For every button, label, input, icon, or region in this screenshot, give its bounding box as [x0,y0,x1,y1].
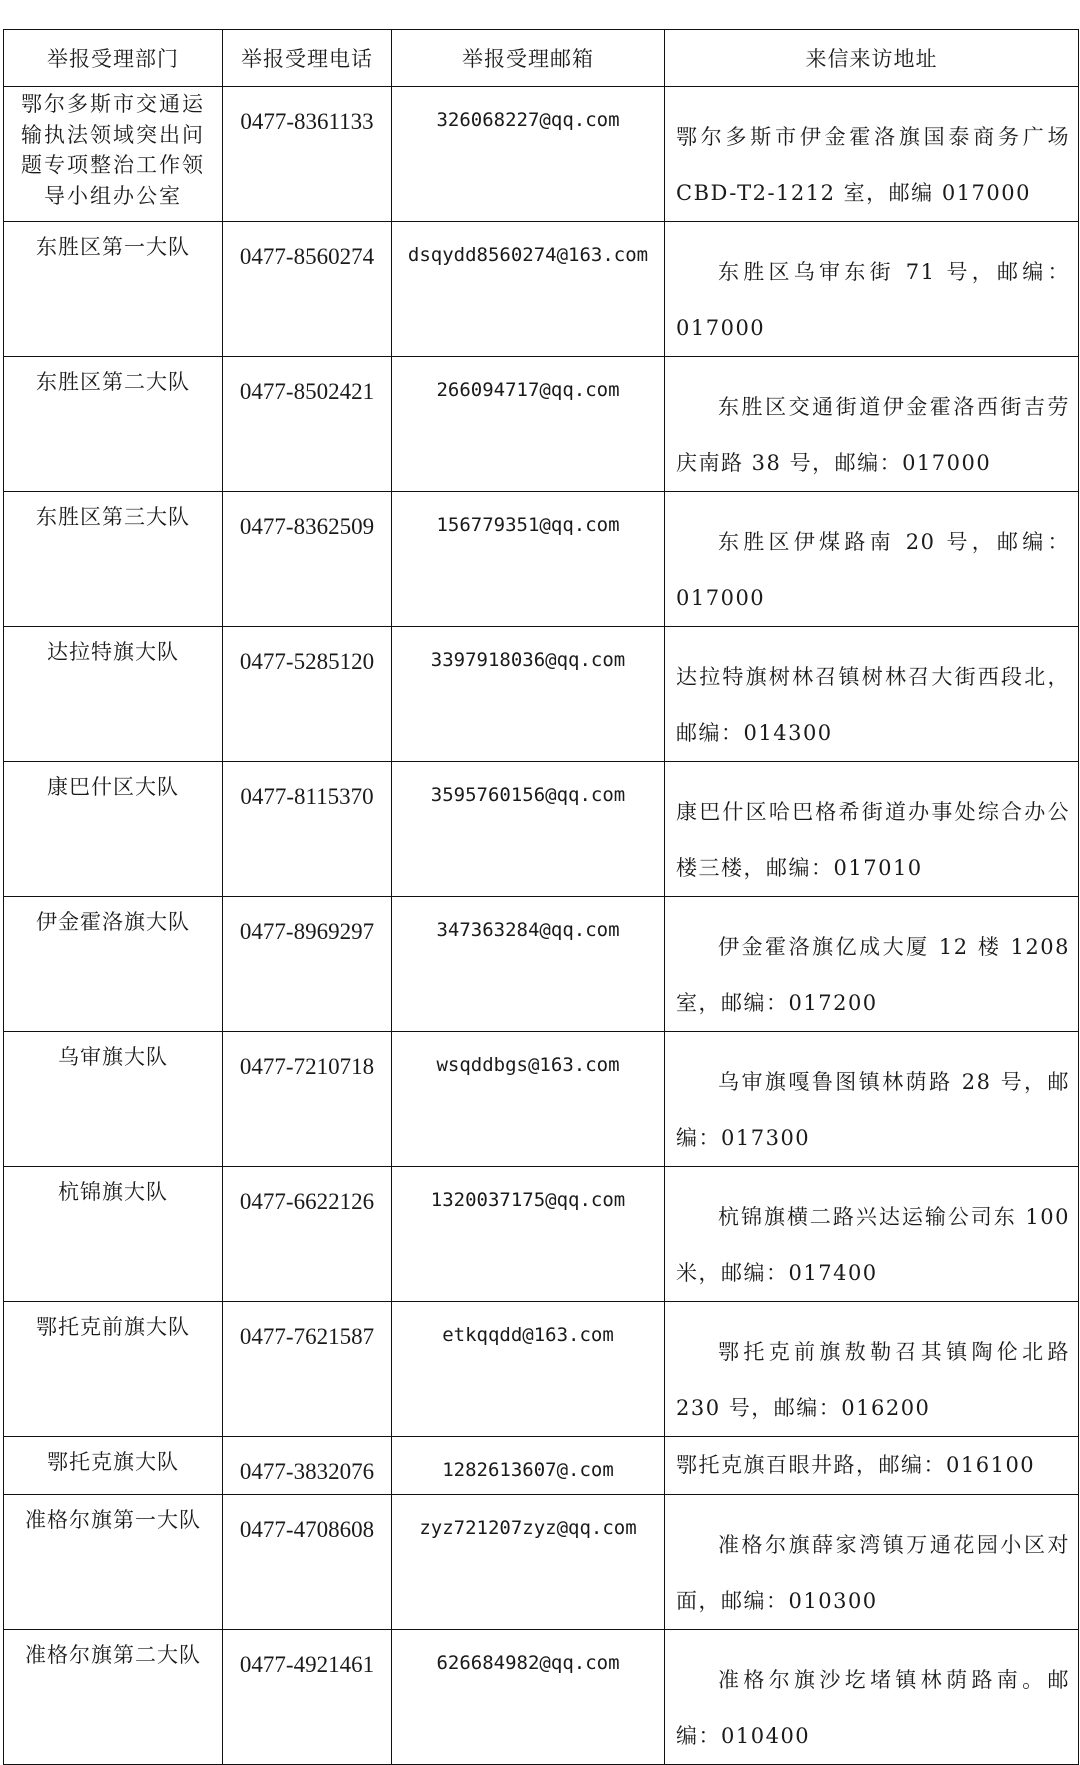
phone-cell: 0477-8362509 [223,492,392,627]
table-row [4,1437,1079,1495]
email-cell: 326068227@qq.com [392,87,665,222]
phone-cell: 0477-8502421 [223,357,392,492]
phone-cell: 0477-5285120 [223,627,392,762]
header-phone: 举报受理电话 [223,30,392,87]
table-row [4,1495,1079,1630]
email-cell: 1320037175@qq.com [392,1167,665,1302]
address-cell: 准格尔旗沙圪堵镇林荫路南。邮编：010400 [665,1630,1079,1765]
table-row [4,897,1079,1032]
department-cell: 达拉特旗大队 [4,627,223,762]
header-email: 举报受理邮箱 [392,30,665,87]
address-cell: 东胜区交通街道伊金霍洛西街吉劳庆南路 38 号，邮编：017000 [665,357,1079,492]
department-cell: 准格尔旗第二大队 [4,1630,223,1765]
address-cell: 杭锦旗横二路兴达运输公司东 100 米，邮编：017400 [665,1167,1079,1302]
department-cell: 东胜区第三大队 [4,492,223,627]
address-cell: 康巴什区哈巴格希街道办事处综合办公楼三楼，邮编：017010 [665,762,1079,897]
address-cell: 东胜区乌审东街 71 号，邮编：017000 [665,222,1079,357]
address-cell: 鄂托克旗百眼井路，邮编：016100 [665,1437,1079,1495]
department-cell: 东胜区第一大队 [4,222,223,357]
table-row [4,762,1079,897]
phone-cell: 0477-8969297 [223,897,392,1032]
table-row [4,627,1079,762]
address-cell: 鄂尔多斯市伊金霍洛旗国泰商务广场CBD-T2-1212 室，邮编 017000 [665,87,1079,222]
phone-cell: 0477-8115370 [223,762,392,897]
phone-cell: 0477-4921461 [223,1630,392,1765]
phone-cell: 0477-8560274 [223,222,392,357]
phone-cell: 0477-7621587 [223,1302,392,1437]
email-cell: 626684982@qq.com [392,1630,665,1765]
phone-cell: 0477-8361133 [223,87,392,222]
department-cell: 准格尔旗第一大队 [4,1495,223,1630]
email-cell: 156779351@qq.com [392,492,665,627]
table-row [4,1630,1079,1765]
table-row [4,1032,1079,1167]
address-cell: 伊金霍洛旗亿成大厦 12 楼 1208 室，邮编：017200 [665,897,1079,1032]
table-row [4,492,1079,627]
department-cell: 鄂托克旗大队 [4,1437,223,1495]
email-cell: zyz721207zyz@qq.com [392,1495,665,1630]
phone-cell: 0477-3832076 [223,1437,392,1495]
email-cell: 347363284@qq.com [392,897,665,1032]
table-row [4,357,1079,492]
department-cell: 鄂尔多斯市交通运输执法领域突出问题专项整治工作领导小组办公室 [4,87,223,222]
contact-table [3,29,1079,1765]
address-cell: 东胜区伊煤路南 20 号，邮编：017000 [665,492,1079,627]
header-department: 举报受理部门 [4,30,223,87]
phone-cell: 0477-6622126 [223,1167,392,1302]
header-address: 来信来访地址 [665,30,1079,87]
email-cell: 3397918036@qq.com [392,627,665,762]
email-cell: 3595760156@qq.com [392,762,665,897]
email-cell: etkqqdd@163.com [392,1302,665,1437]
table-row [4,1167,1079,1302]
table-row [4,1302,1079,1437]
department-cell: 杭锦旗大队 [4,1167,223,1302]
address-cell: 达拉特旗树林召镇树林召大街西段北，邮编：014300 [665,627,1079,762]
address-cell: 鄂托克前旗敖勒召其镇陶伦北路 230 号，邮编：016200 [665,1302,1079,1437]
department-cell: 康巴什区大队 [4,762,223,897]
phone-cell: 0477-7210718 [223,1032,392,1167]
email-cell: dsqydd8560274@163.com [392,222,665,357]
email-cell: 266094717@qq.com [392,357,665,492]
department-cell: 乌审旗大队 [4,1032,223,1167]
phone-cell: 0477-4708608 [223,1495,392,1630]
table-row [4,222,1079,357]
table-header-row [4,30,1079,87]
email-cell: 1282613607@.com [392,1437,665,1495]
address-cell: 乌审旗嘎鲁图镇林荫路 28 号，邮编：017300 [665,1032,1079,1167]
department-cell: 伊金霍洛旗大队 [4,897,223,1032]
address-cell: 准格尔旗薛家湾镇万通花园小区对面，邮编：010300 [665,1495,1079,1630]
table-row [4,87,1079,222]
department-cell: 鄂托克前旗大队 [4,1302,223,1437]
email-cell: wsqddbgs@163.com [392,1032,665,1167]
department-cell: 东胜区第二大队 [4,357,223,492]
